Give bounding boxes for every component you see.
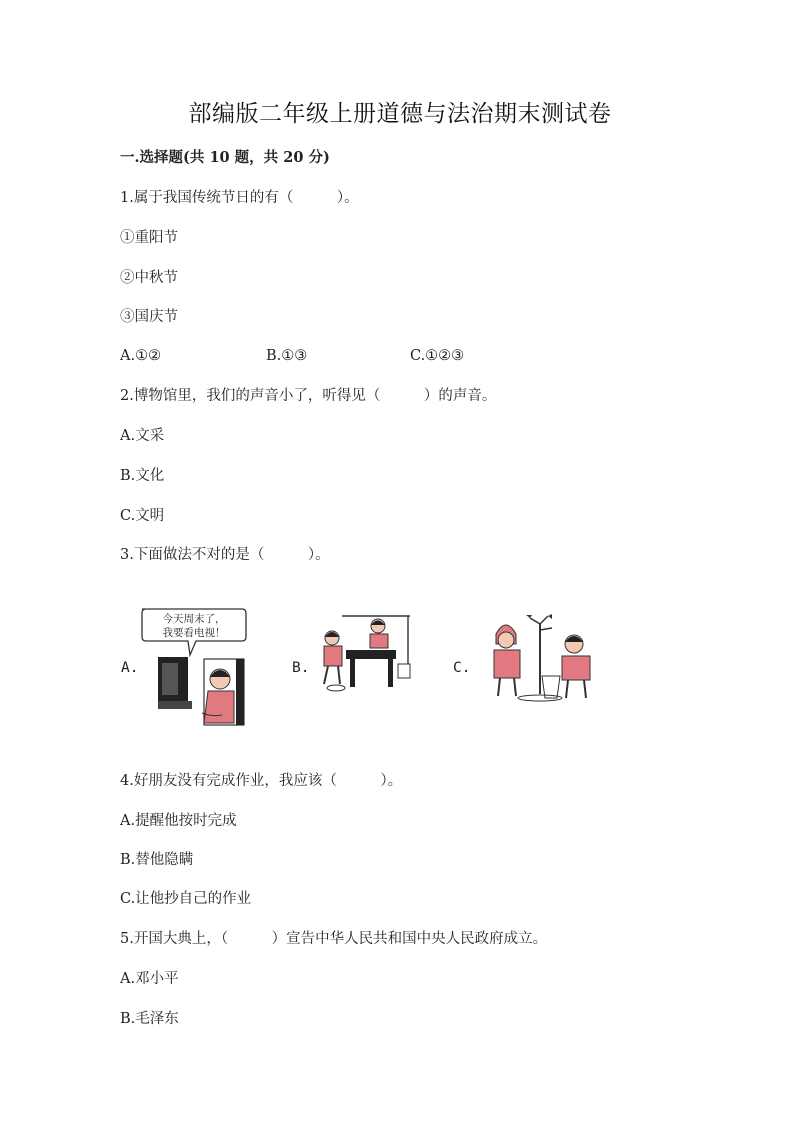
option-a[interactable]: A.文采 <box>120 428 165 444</box>
speech-bubble-line-1: 今天周末了， <box>162 613 226 625</box>
speech-bubble-line-2: 我要看电视！ <box>162 627 226 639</box>
option-a[interactable]: A.提醒他按时完成 <box>120 813 237 829</box>
option-b[interactable]: B.替他隐瞒 <box>120 852 194 868</box>
option-c[interactable]: C.文明 <box>120 508 165 524</box>
option-a[interactable]: A.①② <box>120 348 162 364</box>
picture-a-watching-tv <box>138 605 250 727</box>
question-3-stem: 3.下面做法不对的是（ ）。 <box>120 547 330 563</box>
question-1-item: ③国庆节 <box>120 309 178 325</box>
picture-label-b[interactable]: B. <box>292 660 310 676</box>
question-1-item: ②中秋节 <box>120 270 178 286</box>
picture-label-a[interactable]: A. <box>121 660 139 676</box>
question-5-stem: 5.开国大典上，（ ）宣告中华人民共和国中央人民政府成立。 <box>120 931 548 947</box>
option-b[interactable]: B.文化 <box>120 468 165 484</box>
option-c[interactable]: C.让他抄自己的作业 <box>120 891 252 907</box>
picture-b-cleaning <box>312 612 412 694</box>
picture-c-planting <box>490 614 602 704</box>
question-2-stem: 2.博物馆里，我们的声音小了，听得见（ ）的声音。 <box>120 388 497 404</box>
question-1-stem: 1.属于我国传统节日的有（ ）。 <box>120 190 359 206</box>
picture-label-c[interactable]: C. <box>453 660 471 676</box>
option-b[interactable]: B.①③ <box>266 348 308 364</box>
page-title: 部编版二年级上册道德与法治期末测试卷 <box>188 101 612 127</box>
section-heading: 一.选择题(共 10 题，共 20 分) <box>120 149 330 166</box>
option-a[interactable]: A.邓小平 <box>120 971 179 987</box>
option-b[interactable]: B.毛泽东 <box>120 1011 179 1027</box>
question-1-item: ①重阳节 <box>120 230 178 246</box>
option-c[interactable]: C.①②③ <box>410 348 465 364</box>
question-4-stem: 4.好朋友没有完成作业，我应该（ ）。 <box>120 773 403 789</box>
